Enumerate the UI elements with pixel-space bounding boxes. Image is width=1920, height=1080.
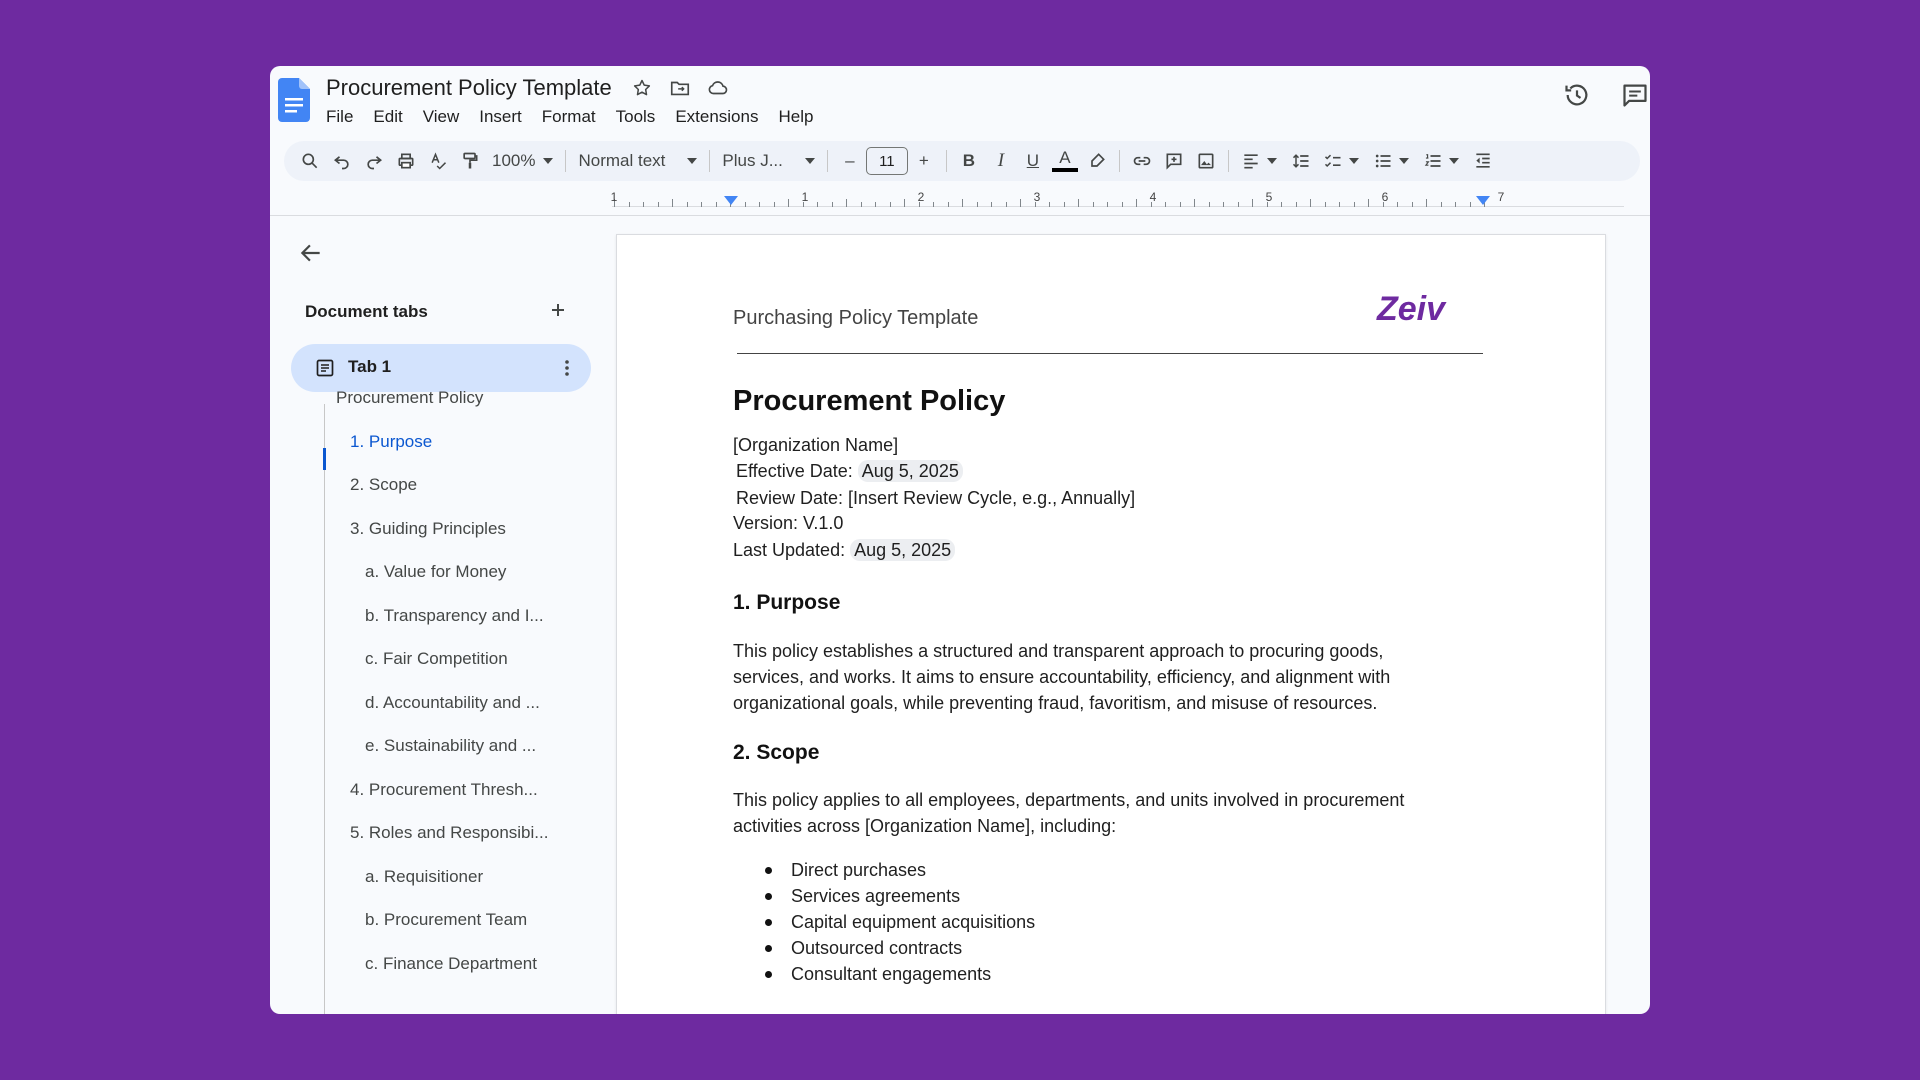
ruler-tick [1078, 199, 1079, 207]
menu-help[interactable]: Help [778, 107, 814, 126]
paint-format-icon[interactable] [454, 145, 486, 177]
outline-item[interactable]: b. Transparency and I... [365, 605, 544, 625]
ruler-tick [1310, 199, 1311, 207]
ruler-tick [1281, 202, 1282, 207]
toolbar-divider [1119, 150, 1120, 172]
ruler-tick [948, 202, 949, 207]
chevron-down-icon[interactable] [1267, 158, 1277, 164]
back-arrow-icon[interactable] [298, 240, 324, 266]
align-icon[interactable] [1235, 145, 1267, 177]
outline-item[interactable]: Procurement Policy [336, 388, 484, 407]
spellcheck-icon[interactable] [422, 145, 454, 177]
increase-font-size-button[interactable]: + [918, 151, 929, 170]
ruler-tick [1455, 202, 1456, 207]
ruler-tick [629, 202, 630, 207]
purpose-heading: 1. Purpose [733, 591, 841, 614]
numbered-list-icon[interactable] [1417, 145, 1449, 177]
left-indent-marker[interactable] [724, 196, 738, 205]
outline-item[interactable]: 2. Scope [350, 475, 418, 494]
last-updated-label: Last Updated: [733, 540, 846, 560]
document-outline-sidebar [270, 216, 614, 1014]
ruler-number: 4 [1149, 190, 1157, 204]
menu-format[interactable]: Format [541, 107, 596, 126]
outline-item[interactable]: e. Sustainability and ... [365, 736, 537, 755]
scope-list [733, 857, 1035, 987]
ruler-tick [1165, 202, 1166, 207]
ruler-tick [643, 202, 644, 207]
add-comment-icon[interactable] [1158, 145, 1190, 177]
ruler-tick [962, 199, 963, 207]
ruler-number: 5 [1265, 190, 1273, 204]
outline-guide-line [324, 404, 325, 1014]
highlight-color-icon[interactable] [1081, 145, 1113, 177]
menu-extensions[interactable]: Extensions [675, 107, 759, 126]
toolbar [284, 141, 1640, 181]
bulleted-list-icon[interactable] [1367, 145, 1399, 177]
chevron-down-icon [687, 158, 697, 164]
ruler-tick [1470, 202, 1471, 207]
ruler-tick [1252, 199, 1253, 207]
ruler-tick [687, 202, 688, 207]
ruler-tick [846, 199, 847, 207]
redo-icon[interactable] [358, 145, 390, 177]
print-icon[interactable] [390, 145, 422, 177]
text-color-letter: A [1059, 148, 1071, 167]
ruler-number: 7 [1497, 190, 1505, 204]
scope-paragraph: This policy applies to all employees, departments, and units involved in procurement activities across [Organization Name], including: [733, 790, 1405, 836]
font-size-input[interactable]: 11 [866, 147, 908, 175]
insert-image-icon[interactable] [1190, 145, 1222, 177]
toolbar-divider [565, 150, 566, 172]
ruler-tick [1354, 202, 1355, 207]
zoom-value: 100% [492, 151, 536, 170]
insert-link-icon[interactable] [1126, 145, 1158, 177]
toolbar-divider [946, 150, 947, 172]
menu-view[interactable]: View [422, 107, 460, 126]
ruler-tick [861, 202, 862, 207]
ruler[interactable] [612, 192, 1624, 212]
outline-item[interactable]: 4. Procurement Thresh... [350, 779, 538, 799]
ruler-tick [1122, 202, 1123, 207]
ruler-tick [1368, 199, 1369, 207]
ruler-tick [1194, 199, 1195, 207]
ruler-number: 6 [1381, 190, 1389, 204]
text-color-swatch [1052, 168, 1078, 172]
ruler-tick [1064, 202, 1065, 207]
chevron-down-icon [543, 158, 553, 164]
star-icon[interactable] [630, 76, 654, 100]
font-value: Plus J... [722, 151, 783, 170]
cloud-saved-icon[interactable] [706, 76, 730, 100]
decrease-indent-icon[interactable] [1467, 145, 1499, 177]
tab-1[interactable] [291, 344, 591, 392]
list-item: Services agreements [733, 883, 1035, 909]
ruler-tick [1180, 202, 1181, 207]
outline-item[interactable]: d. Accountability and ... [365, 692, 540, 712]
version-line: Version: V.1.0 [733, 513, 844, 533]
purpose-paragraph: This policy establishes a structured and transparent approach to procuring goods, services, and works. It aims to ensure accountability, efficiency, and alignment with organizational goals, while preventing fraud, favoritism, and misuse of resources. [733, 641, 1391, 713]
ruler-tick [1426, 199, 1427, 207]
line-spacing-icon[interactable] [1285, 145, 1317, 177]
ruler-number: 1 [801, 190, 809, 204]
list-item: Outsourced contracts [733, 935, 1035, 961]
toolbar-divider [1228, 150, 1229, 172]
docs-window [270, 66, 1650, 1014]
chevron-down-icon[interactable] [1449, 158, 1459, 164]
ruler-tick [701, 202, 702, 207]
ruler-tick [890, 202, 891, 207]
bold-button[interactable]: B [962, 151, 976, 170]
document-icon [315, 358, 335, 378]
ruler-tick [832, 202, 833, 207]
underline-button[interactable]: U [1026, 151, 1040, 170]
ruler-tick [1441, 202, 1442, 207]
undo-icon[interactable] [326, 145, 358, 177]
ruler-number: 2 [917, 190, 925, 204]
ruler-tick [1006, 202, 1007, 207]
last-updated-line [733, 540, 955, 561]
effective-date-line [736, 461, 963, 482]
outline-item[interactable]: c. Finance Department [365, 953, 537, 973]
right-indent-marker[interactable] [1476, 196, 1490, 205]
ruler-tick [672, 199, 673, 207]
ruler-tick [1136, 199, 1137, 207]
ruler-tick [1238, 202, 1239, 207]
document-tabs-heading: Document tabs [305, 302, 428, 321]
paragraph-style-select[interactable] [572, 151, 703, 171]
page-header-text: Purchasing Policy Template [733, 307, 979, 329]
ruler-tick [1296, 202, 1297, 207]
scope-heading: 2. Scope [733, 741, 820, 764]
ruler-tick [977, 202, 978, 207]
ruler-tick [716, 202, 717, 207]
ruler-tick [904, 199, 905, 207]
toolbar-divider [709, 150, 710, 172]
outline-item[interactable]: c. Fair Competition [365, 649, 508, 668]
menu-insert[interactable]: Insert [479, 107, 522, 126]
ruler-baseline [612, 206, 1624, 207]
chevron-down-icon [805, 158, 815, 164]
ruler-tick [1093, 202, 1094, 207]
list-item: Consultant engagements [733, 961, 1035, 987]
document-title[interactable]: Procurement Policy Template [326, 75, 612, 100]
ruler-tick [1223, 202, 1224, 207]
outline-item[interactable]: a. Value for Money [365, 562, 507, 581]
tab-1-label: Tab 1 [348, 357, 392, 376]
ruler-tick [1339, 202, 1340, 207]
ruler-tick [991, 202, 992, 207]
outline-active-indicator [323, 448, 326, 470]
ruler-tick [1049, 202, 1050, 207]
comments-icon[interactable] [1620, 80, 1650, 110]
ruler-tick [774, 202, 775, 207]
list-item: Capital equipment acquisitions [733, 909, 1035, 935]
text-color-button[interactable] [1049, 145, 1081, 177]
ruler-tick [875, 202, 876, 207]
zeiv-logo: Zeiv [1377, 290, 1446, 328]
menu-edit[interactable]: Edit [373, 107, 403, 126]
italic-button[interactable]: I [997, 150, 1005, 171]
effective-date-label: Effective Date: [736, 461, 853, 481]
version-history-icon[interactable] [1562, 80, 1592, 110]
outline-item[interactable]: a. Requisitioner [365, 866, 484, 886]
outline-item[interactable]: b. Procurement Team [365, 910, 528, 929]
chevron-down-icon[interactable] [1399, 158, 1409, 164]
ruler-tick [658, 202, 659, 207]
list-item: Direct purchases [733, 857, 1035, 883]
ruler-tick [745, 202, 746, 207]
more-options-icon[interactable] [555, 356, 579, 380]
last-updated-chip[interactable]: Aug 5, 2025 [850, 539, 955, 561]
organization-name: [Organization Name] [733, 435, 899, 455]
ruler-tick [933, 202, 934, 207]
document-page[interactable] [616, 234, 1606, 1014]
ruler-tick [788, 199, 789, 207]
ruler-tick [1020, 199, 1021, 207]
chevron-down-icon[interactable] [1349, 158, 1359, 164]
ruler-tick [1107, 202, 1108, 207]
zoom-select[interactable] [486, 151, 559, 171]
search-menus-icon[interactable] [294, 145, 326, 177]
font-select[interactable] [716, 151, 820, 171]
ruler-tick [759, 202, 760, 207]
move-folder-icon[interactable] [668, 76, 692, 100]
menu-bar [326, 104, 823, 130]
ruler-tick [817, 202, 818, 207]
checklist-icon[interactable] [1317, 145, 1349, 177]
decrease-font-size-button[interactable]: – [845, 151, 855, 170]
ruler-number: 1 [610, 190, 618, 204]
review-date-line: Review Date: [Insert Review Cycle, e.g., Annually] [736, 488, 1136, 508]
header-rule [737, 353, 1483, 354]
outline-item[interactable]: 3. Guiding Principles [350, 518, 506, 538]
add-tab-icon[interactable] [546, 298, 570, 322]
paragraph-style-value: Normal text [578, 151, 666, 170]
document-heading: Procurement Policy [733, 385, 1006, 417]
ruler-tick [1325, 202, 1326, 207]
menu-tools[interactable]: Tools [615, 107, 656, 126]
ruler-number: 3 [1033, 190, 1041, 204]
ruler-tick [1397, 202, 1398, 207]
ruler-tick [1209, 202, 1210, 207]
outline-item[interactable]: 1. Purpose [350, 431, 433, 451]
outline-item[interactable]: 5. Roles and Responsibi... [350, 823, 549, 842]
effective-date-chip[interactable]: Aug 5, 2025 [858, 460, 963, 482]
docs-logo-icon[interactable] [278, 78, 310, 122]
ruler-tick [1412, 202, 1413, 207]
menu-file[interactable]: File [326, 107, 354, 126]
toolbar-divider [827, 150, 828, 172]
